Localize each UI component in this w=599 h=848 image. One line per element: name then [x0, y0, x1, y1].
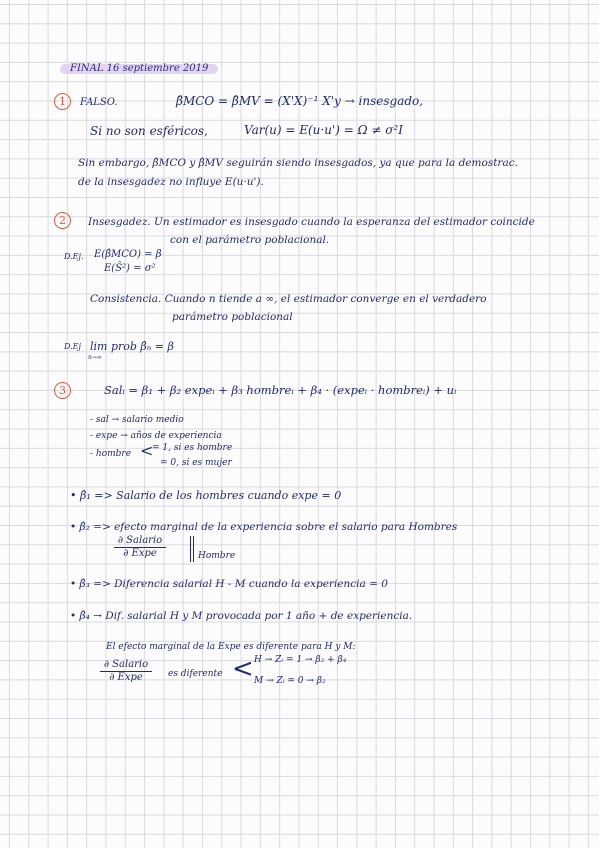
q3-cases-brace: < — [232, 654, 254, 684]
q3-beta2-derivative — [114, 536, 166, 559]
q2-insesgadez-line-1: Insesgadez. Un estimador es insesgado cuando la esperanza del estimador coincide — [88, 216, 535, 228]
q2-dej2-label: D.Ej — [64, 342, 81, 351]
q3-effect-derivative — [100, 660, 152, 683]
q3-beta1-interpretation: • β̂₁ => Salario de los hombres cuando expe = 0 — [70, 489, 342, 502]
q3-case-mujer: M → Zᵢ = 0 → β₂ — [254, 676, 326, 686]
q3-hombre-brace: < — [140, 441, 154, 460]
q2-plim-subscript: n→∞ — [88, 354, 102, 361]
q3-beta4-interpretation: • β̂₄ → Dif. salarial H y M provocada por 1 año + de experiencia. — [70, 610, 413, 622]
q1-answer-falso: FALSO. — [80, 97, 118, 108]
q3-beta3-interpretation: • β̂₃ => Diferencia salarial H - M cuando la experiencia = 0 — [70, 578, 388, 590]
q3-beta2-condition: Hombre — [198, 551, 236, 561]
evaluation-bar-left — [190, 536, 191, 562]
question-number-2: 2 — [54, 212, 71, 229]
question-number-1: 1 — [54, 93, 71, 110]
q1-si-no-esfericos: Si no son esféricos, — [90, 124, 208, 138]
q2-dej-expectation-beta: E(β̂MCO) = β — [94, 249, 162, 260]
q3-beta2-interpretation: • β̂₂ => efecto marginal de la experiencia sobre el salario para Hombres — [70, 521, 458, 533]
q3-def-expe: - expe → años de experiencia — [90, 431, 222, 441]
q3-beta2-derivative-numerator: ∂ Salario — [117, 535, 163, 546]
q3-effect-derivative-denominator: ∂ Expe — [109, 672, 143, 683]
q3-def-hombre: - hombre — [90, 449, 132, 459]
q1-formula-estimator: β̂MCO = β̂MV = (X'X)⁻¹ X'y → insesgado, — [176, 94, 424, 108]
q2-plim-formula: lim prob β̂ₙ = β — [90, 340, 174, 353]
q1-note-line-1: Sin embargo, β̂MCO y β̂MV seguirán siendo insesgados, ya que para la demostrac. — [78, 157, 518, 169]
q3-effect-statement: El efecto marginal de la Expe es diferente para H y M: — [106, 642, 356, 652]
q2-consistencia-line-1: Consistencia. Cuando n tiende a ∞, el estimador converge en el verdadero — [90, 293, 487, 305]
page-header: FINAL 16 septiembre 2019 — [60, 64, 218, 74]
q2-dej-label: D.Ej. — [64, 252, 84, 261]
q2-dej-expectation-s2: E(Ŝ²) = σ² — [104, 263, 156, 274]
q3-case-hombre: H → Zᵢ = 1 → β₂ + β₄ — [254, 655, 347, 665]
evaluation-bar-right — [193, 536, 194, 562]
q3-model-equation: Salᵢ = β₁ + β₂ expeᵢ + β₃ hombreᵢ + β₄ · (expeᵢ · hombreᵢ) + uᵢ — [104, 383, 457, 397]
q2-consistencia-line-2: parámetro poblacional — [172, 311, 293, 323]
question-number-3: 3 — [54, 382, 71, 399]
q1-formula-variance: Var(u) = E(u·u') = Ω ≠ σ²I — [244, 123, 403, 137]
q3-hombre-value-0: = 0, si es mujer — [160, 458, 232, 468]
q3-beta2-derivative-denominator: ∂ Expe — [123, 548, 157, 559]
q2-insesgadez-line-2: con el parámetro poblacional. — [170, 234, 330, 246]
q1-note-line-2: de la insesgadez no influye E(u·u'). — [78, 176, 264, 188]
q3-effect-derivative-numerator: ∂ Salario — [103, 659, 149, 670]
q3-es-diferente: es diferente — [168, 669, 223, 679]
q3-hombre-value-1: = 1, si es hombre — [152, 443, 233, 453]
q3-def-sal: - sal → salario medio — [90, 415, 184, 425]
